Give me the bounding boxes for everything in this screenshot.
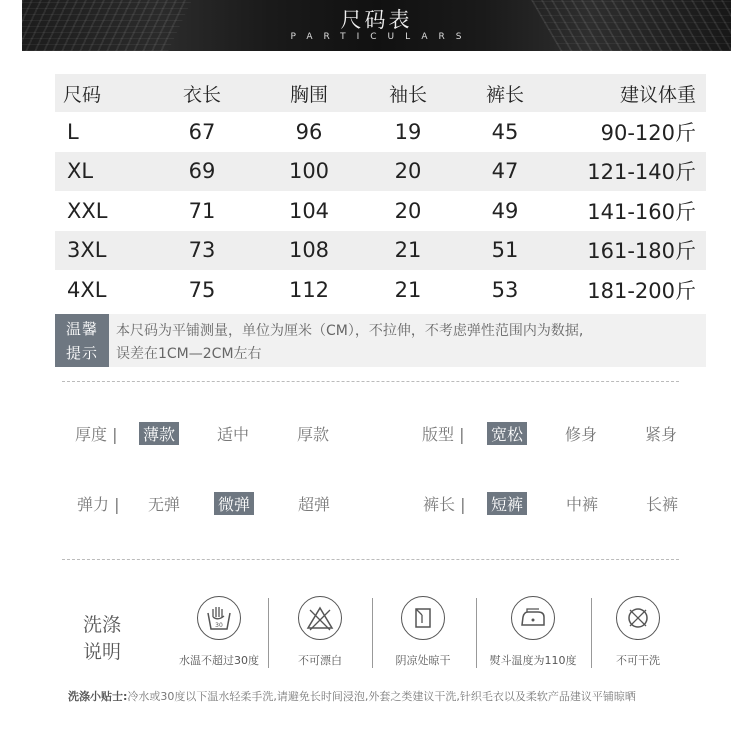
table-cell: 3XL: [67, 238, 107, 263]
table-row: [55, 231, 706, 271]
table-cell: 51: [491, 238, 519, 263]
table-cell: 21: [394, 277, 422, 302]
care-tips-text: 冷水或30度以下温水轻柔手洗,请避免长时间浸泡,外套之类建议干洗,针织毛衣以及柔软产品建议平铺晾晒: [127, 690, 636, 703]
table-cell: 53: [491, 277, 519, 302]
attr-option[interactable]: 无弹: [148, 495, 181, 514]
iron-110-icon: [511, 596, 555, 640]
table-cell: 141-160斤: [587, 199, 696, 224]
header-cell-pants: 裤长: [485, 83, 524, 106]
care-title-line2: 说明: [83, 641, 122, 663]
size-table: [55, 74, 706, 310]
table-cell: 49: [491, 198, 519, 223]
table-cell: 20: [394, 159, 422, 184]
table-row: [55, 152, 706, 192]
table-cell: 21: [394, 238, 422, 263]
table-cell: 4XL: [67, 277, 107, 302]
attr-option-selected[interactable]: 微弹: [214, 492, 254, 515]
care-caption: 水温不超过30度: [179, 654, 259, 667]
care-caption: 熨斗温度为110度: [489, 654, 577, 667]
attr-label: 厚度 |: [75, 425, 118, 444]
header-cell-sleeve: 袖长: [388, 83, 427, 106]
table-cell: 67: [188, 119, 216, 144]
table-header-row: [55, 74, 706, 112]
table-cell: 96: [295, 119, 323, 144]
header-cell-chest: 胸围: [289, 83, 328, 106]
care-separator: [268, 598, 269, 668]
attr-option-selected[interactable]: 宽松: [487, 422, 527, 445]
hand-wash-30-icon: [197, 596, 241, 640]
attr-option[interactable]: 厚款: [297, 425, 330, 444]
attr-label: 弹力 |: [77, 495, 120, 514]
table-cell: L: [67, 119, 79, 144]
table-cell: 73: [188, 238, 216, 263]
table-cell: 181-200斤: [587, 278, 696, 303]
care-item-hand-wash: [169, 596, 269, 668]
page-title: 尺码表: [340, 8, 413, 32]
table-cell: 69: [188, 159, 216, 184]
attr-option[interactable]: 长裤: [646, 495, 679, 514]
tip-box: [55, 314, 706, 367]
attr-option-selected[interactable]: 短裤: [487, 492, 527, 515]
attr-label: 版型 |: [422, 425, 465, 444]
table-row: [55, 191, 706, 231]
attr-option[interactable]: 紧身: [645, 425, 678, 444]
tip-text-line2: 误差在1CM—2CM左右: [116, 346, 262, 362]
table-cell: 45: [491, 119, 519, 144]
care-caption: 不可干洗: [616, 654, 660, 667]
attr-option-selected[interactable]: 薄款: [139, 422, 179, 445]
page-subtitle: PARTICULARS: [290, 32, 473, 42]
divider-dashed: [62, 381, 679, 382]
divider-dashed: [62, 559, 679, 560]
table-cell: 75: [188, 277, 216, 302]
care-item-iron: [483, 596, 583, 668]
care-caption: 不可漂白: [298, 654, 342, 667]
attr-option[interactable]: 中裤: [566, 495, 599, 514]
table-cell: 19: [394, 119, 422, 144]
no-bleach-icon: [298, 596, 342, 640]
table-cell: 20: [394, 198, 422, 223]
care-item-shade-dry: [373, 596, 473, 668]
table-cell: 100: [288, 159, 330, 184]
care-caption: 阴凉处晾干: [395, 654, 451, 667]
no-dry-clean-icon: [616, 596, 660, 640]
care-title: [83, 612, 121, 666]
attr-option[interactable]: 修身: [565, 425, 598, 444]
care-item-no-bleach: [270, 596, 370, 668]
header-banner: [22, 0, 731, 51]
care-tips-label: 洗涤小贴士:: [68, 690, 128, 703]
header-cell-length: 衣长: [182, 83, 221, 106]
table-cell: XXL: [67, 198, 108, 223]
table-cell: 71: [188, 198, 216, 223]
table-cell: 47: [491, 159, 519, 184]
header-cell-size: 尺码: [63, 83, 102, 106]
tip-text-line1: 本尺码为平铺测量，单位为厘米（CM），不拉伸，不考虑弹性范围内为数据,: [116, 323, 584, 339]
wash-temp-text: 30: [215, 622, 223, 629]
care-item-no-dry-clean: [588, 596, 688, 668]
care-title-line1: 洗涤: [83, 614, 122, 636]
tip-tag-line2: 提示: [65, 344, 98, 362]
table-cell: 161-180斤: [587, 239, 696, 264]
attr-option[interactable]: 适中: [217, 425, 250, 444]
care-tips: [68, 688, 636, 704]
table-cell: 112: [288, 277, 330, 302]
table-cell: 104: [288, 198, 330, 223]
table-cell: XL: [67, 159, 94, 184]
shade-dry-icon: [401, 596, 445, 640]
tip-tag: [55, 314, 109, 367]
table-cell: 90-120斤: [600, 120, 696, 145]
attr-option[interactable]: 超弹: [298, 495, 331, 514]
care-separator: [476, 598, 477, 668]
header-cell-weight: 建议体重: [619, 83, 696, 106]
attr-label: 裤长 |: [423, 495, 466, 514]
table-row: [55, 270, 706, 310]
table-cell: 121-140斤: [587, 160, 696, 185]
table-cell: 108: [288, 238, 330, 263]
tip-tag-line1: 温馨: [65, 320, 98, 338]
table-row: [55, 112, 706, 152]
